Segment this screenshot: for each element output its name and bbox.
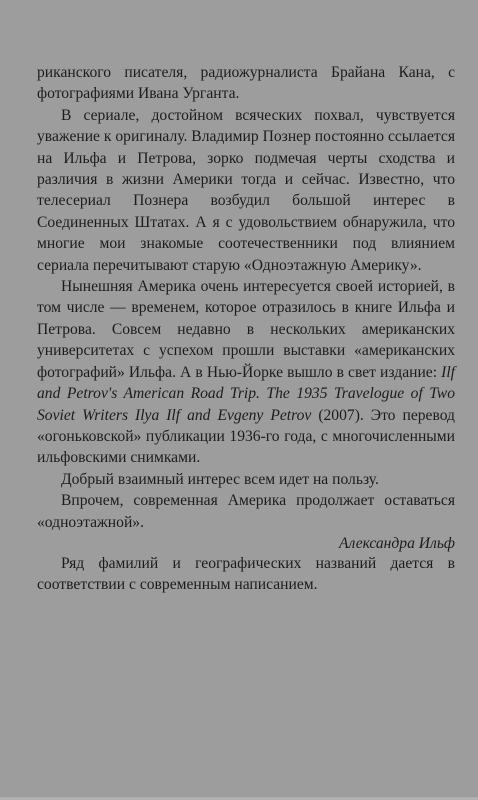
paragraph-history-text-end: (2007). Это перевод «огоньковской» публикации 1936-го года, с многочисленными ильфовскими снимками. [37,406,455,467]
paragraph-mutual-interest: Добрый взаимный интерес всем идет на пользу. [61,470,379,488]
editorial-note [37,553,455,596]
author-signature: Александра Ильф [339,534,455,552]
note-text: Ряд фамилий и географических названий дается в соответствии с современным написанием. [37,555,455,594]
paragraph-one-storied: Впрочем, современная Америка продолжает оставаться «одноэтажной». [37,492,455,531]
book-title: Ilf and Petrov's American Road Trip. The 1935 Travelogue of Two Soviet Writers Ilya Ilf and Evgeny Petrov [37,363,455,424]
paragraph-history [37,276,455,469]
paragraph-continuation: риканского писателя, радиожурналиста Брайана Кана, с фотографиями Ивана Урганта. [37,64,455,103]
paragraph-history-text-start: Нынешняя Америка очень интересуется своей историей, в том числе — временем, которое отразилось в книге Ильфа и Петрова. Совсем недавно в нескольких американских университетах с успехом прошли выставки «американских фотографий» Ильфа. А в Нью-Йорке вышло в свет издание: [37,278,455,381]
main-text [37,62,455,554]
paragraph-series: В сериале, достойном всяческих похвал, чувствуется уважение к оригиналу. Владимир Познер постоянно ссылается на Ильфа и Петрова, зорко подмечая черты сходства и различия в жизни Америки тогда и сейчас. Известно, что телесериал Познера возбудил большой интерес в Соединенных Штатах. А я с удовольствием обнаружила, что многие мои знакомые соотечественники под влиянием сериала перечитывают старую «Одноэтажную Америку». [37,106,455,274]
